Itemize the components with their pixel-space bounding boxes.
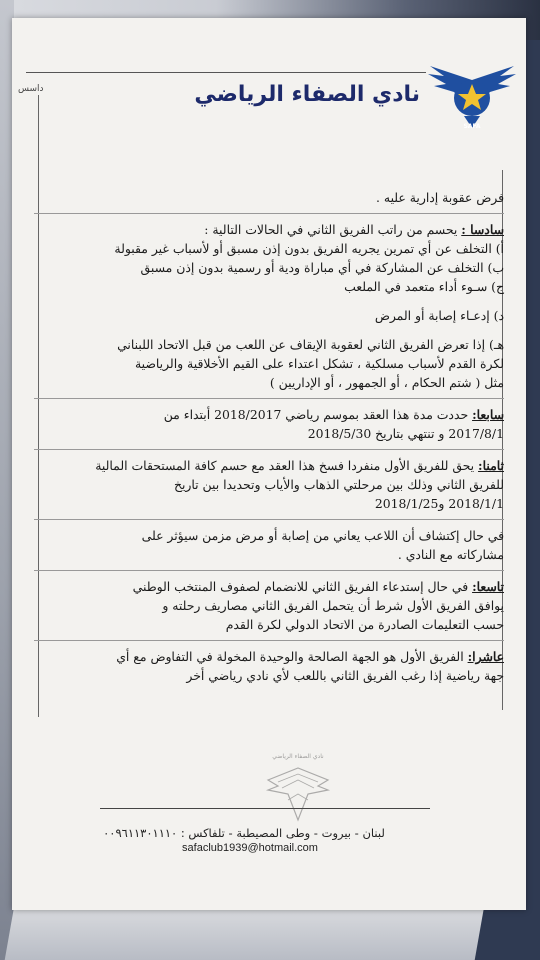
clause-text: أ) التخلف عن أي تمرين يجريه الفريق بدون إذن مسبق أو لأسباب غير مقبولة	[114, 241, 504, 256]
clause-label: ثامنا:	[478, 458, 504, 473]
clause-text: حددت مدة هذا العقد بموسم رياضي 2018/2017 أبتداء من	[163, 407, 473, 422]
document-line	[34, 666, 504, 685]
clause-text: مشاركاته مع النادي .	[397, 547, 504, 562]
document-line	[34, 494, 504, 513]
clause-text: في حال إكتشاف أن اللاعب يعاني من إصابة أو مرض مزمن سيؤثر على	[141, 528, 504, 543]
clause-label: عاشرا:	[467, 649, 504, 664]
clause-text: ج) سـوء أداء متعمد في الملعب	[344, 279, 504, 294]
clause-text: للفريق الثاني وذلك بين مرحلتي الذهاب والأياب وتحديدا بين تاريخ	[173, 477, 504, 492]
document-line	[34, 405, 504, 424]
line-gap	[34, 325, 504, 335]
clause-text: ب) التخلف عن المشاركة في أي مباراة ودية أو رسمية بدون إذن مسبق	[140, 260, 504, 275]
footer-email: safaclub1939@hotmail.com	[182, 842, 318, 854]
document-line	[34, 456, 504, 475]
clause-label: تاسعا:	[472, 579, 504, 594]
clause-text: 2018/1/1 و2018/1/25	[374, 496, 504, 511]
document-line	[34, 424, 504, 443]
document-line	[34, 373, 504, 392]
document-line	[34, 188, 504, 207]
clause-text: يحسم من راتب الفريق الثاني في الحالات التالية :	[204, 222, 462, 237]
clause-text: يحق للفريق الأول منفردا فسخ هذا العقد مع حسم كافة المستحقات المالية	[95, 458, 479, 473]
section-divider	[34, 398, 504, 399]
document-line	[34, 335, 504, 354]
clause-text: هـ) إذا تعرض الفريق الثاني لعقوبة الإيقاف عن اللعب من قبل الاتحاد اللبناني	[117, 337, 504, 352]
clause-text: في حال إستدعاء الفريق الثاني للانضمام لصفوف المنتخب الوطني	[132, 579, 473, 594]
footer-divider	[100, 808, 430, 809]
document-line	[34, 526, 504, 545]
section-divider	[34, 640, 504, 641]
clause-text: حسب التعليمات الصادرة من الاتحاد الدولي لكرة القدم	[225, 617, 504, 632]
club-logo-icon	[424, 58, 520, 132]
line-gap	[34, 296, 504, 306]
document-line	[34, 354, 504, 373]
logo-text: SAFA	[463, 123, 481, 130]
clause-text: فرض عقوبة إدارية عليه .	[376, 190, 504, 205]
section-divider	[34, 519, 504, 520]
document-line	[34, 475, 504, 494]
header-small-text: داسس	[18, 84, 44, 94]
clause-text: جهة رياضية إذا رغب الفريق الثاني باللعب لأي نادي رياضي أخر	[186, 668, 504, 683]
document-line	[34, 258, 504, 277]
document-line	[34, 545, 504, 564]
footer-address: لبنان - بيروت - وطى المصيطبة - تلفاكس : ٠٠٩٦١١٣٠١١١٠	[103, 826, 385, 840]
document-body	[34, 188, 504, 685]
document-line	[34, 239, 504, 258]
document-line	[34, 596, 504, 615]
document-line	[34, 615, 504, 634]
document-line	[34, 220, 504, 239]
document-line	[34, 647, 504, 666]
clause-label: سابعا:	[472, 407, 504, 422]
section-divider	[34, 449, 504, 450]
clause-text: د) إدعـاء إصابة أو المرض	[374, 308, 504, 323]
clause-text: 2017/8/1 و تنتهي بتاريخ 2018/5/30	[307, 426, 504, 441]
header-divider	[26, 72, 426, 73]
section-divider	[34, 213, 504, 214]
stamp-text: نادي الصفاء الرياضي	[272, 753, 324, 760]
section-divider	[34, 570, 504, 571]
clause-text: الفريق الأول هو الجهة الصالحة والوحيدة المخولة في التفاوض مع أي	[116, 649, 468, 664]
clause-text: مثل ( شتم الحكام ، أو الجمهور ، أو الإداريين )	[269, 375, 504, 390]
document-line	[34, 577, 504, 596]
document-line	[34, 277, 504, 296]
clause-text: يوافق الفريق الأول شرط أن يتحمل الفريق الثاني مصاريف رحلته و	[162, 598, 504, 613]
clause-label: سادسا :	[461, 222, 504, 237]
document-line	[34, 306, 504, 325]
clause-text: لكرة القدم لأسباب مسلكية ، تشكل اعتداء على القيم الأخلاقية والرياضية	[134, 356, 504, 371]
club-name-heading: نادي الصفاء الرياضي	[194, 82, 420, 107]
